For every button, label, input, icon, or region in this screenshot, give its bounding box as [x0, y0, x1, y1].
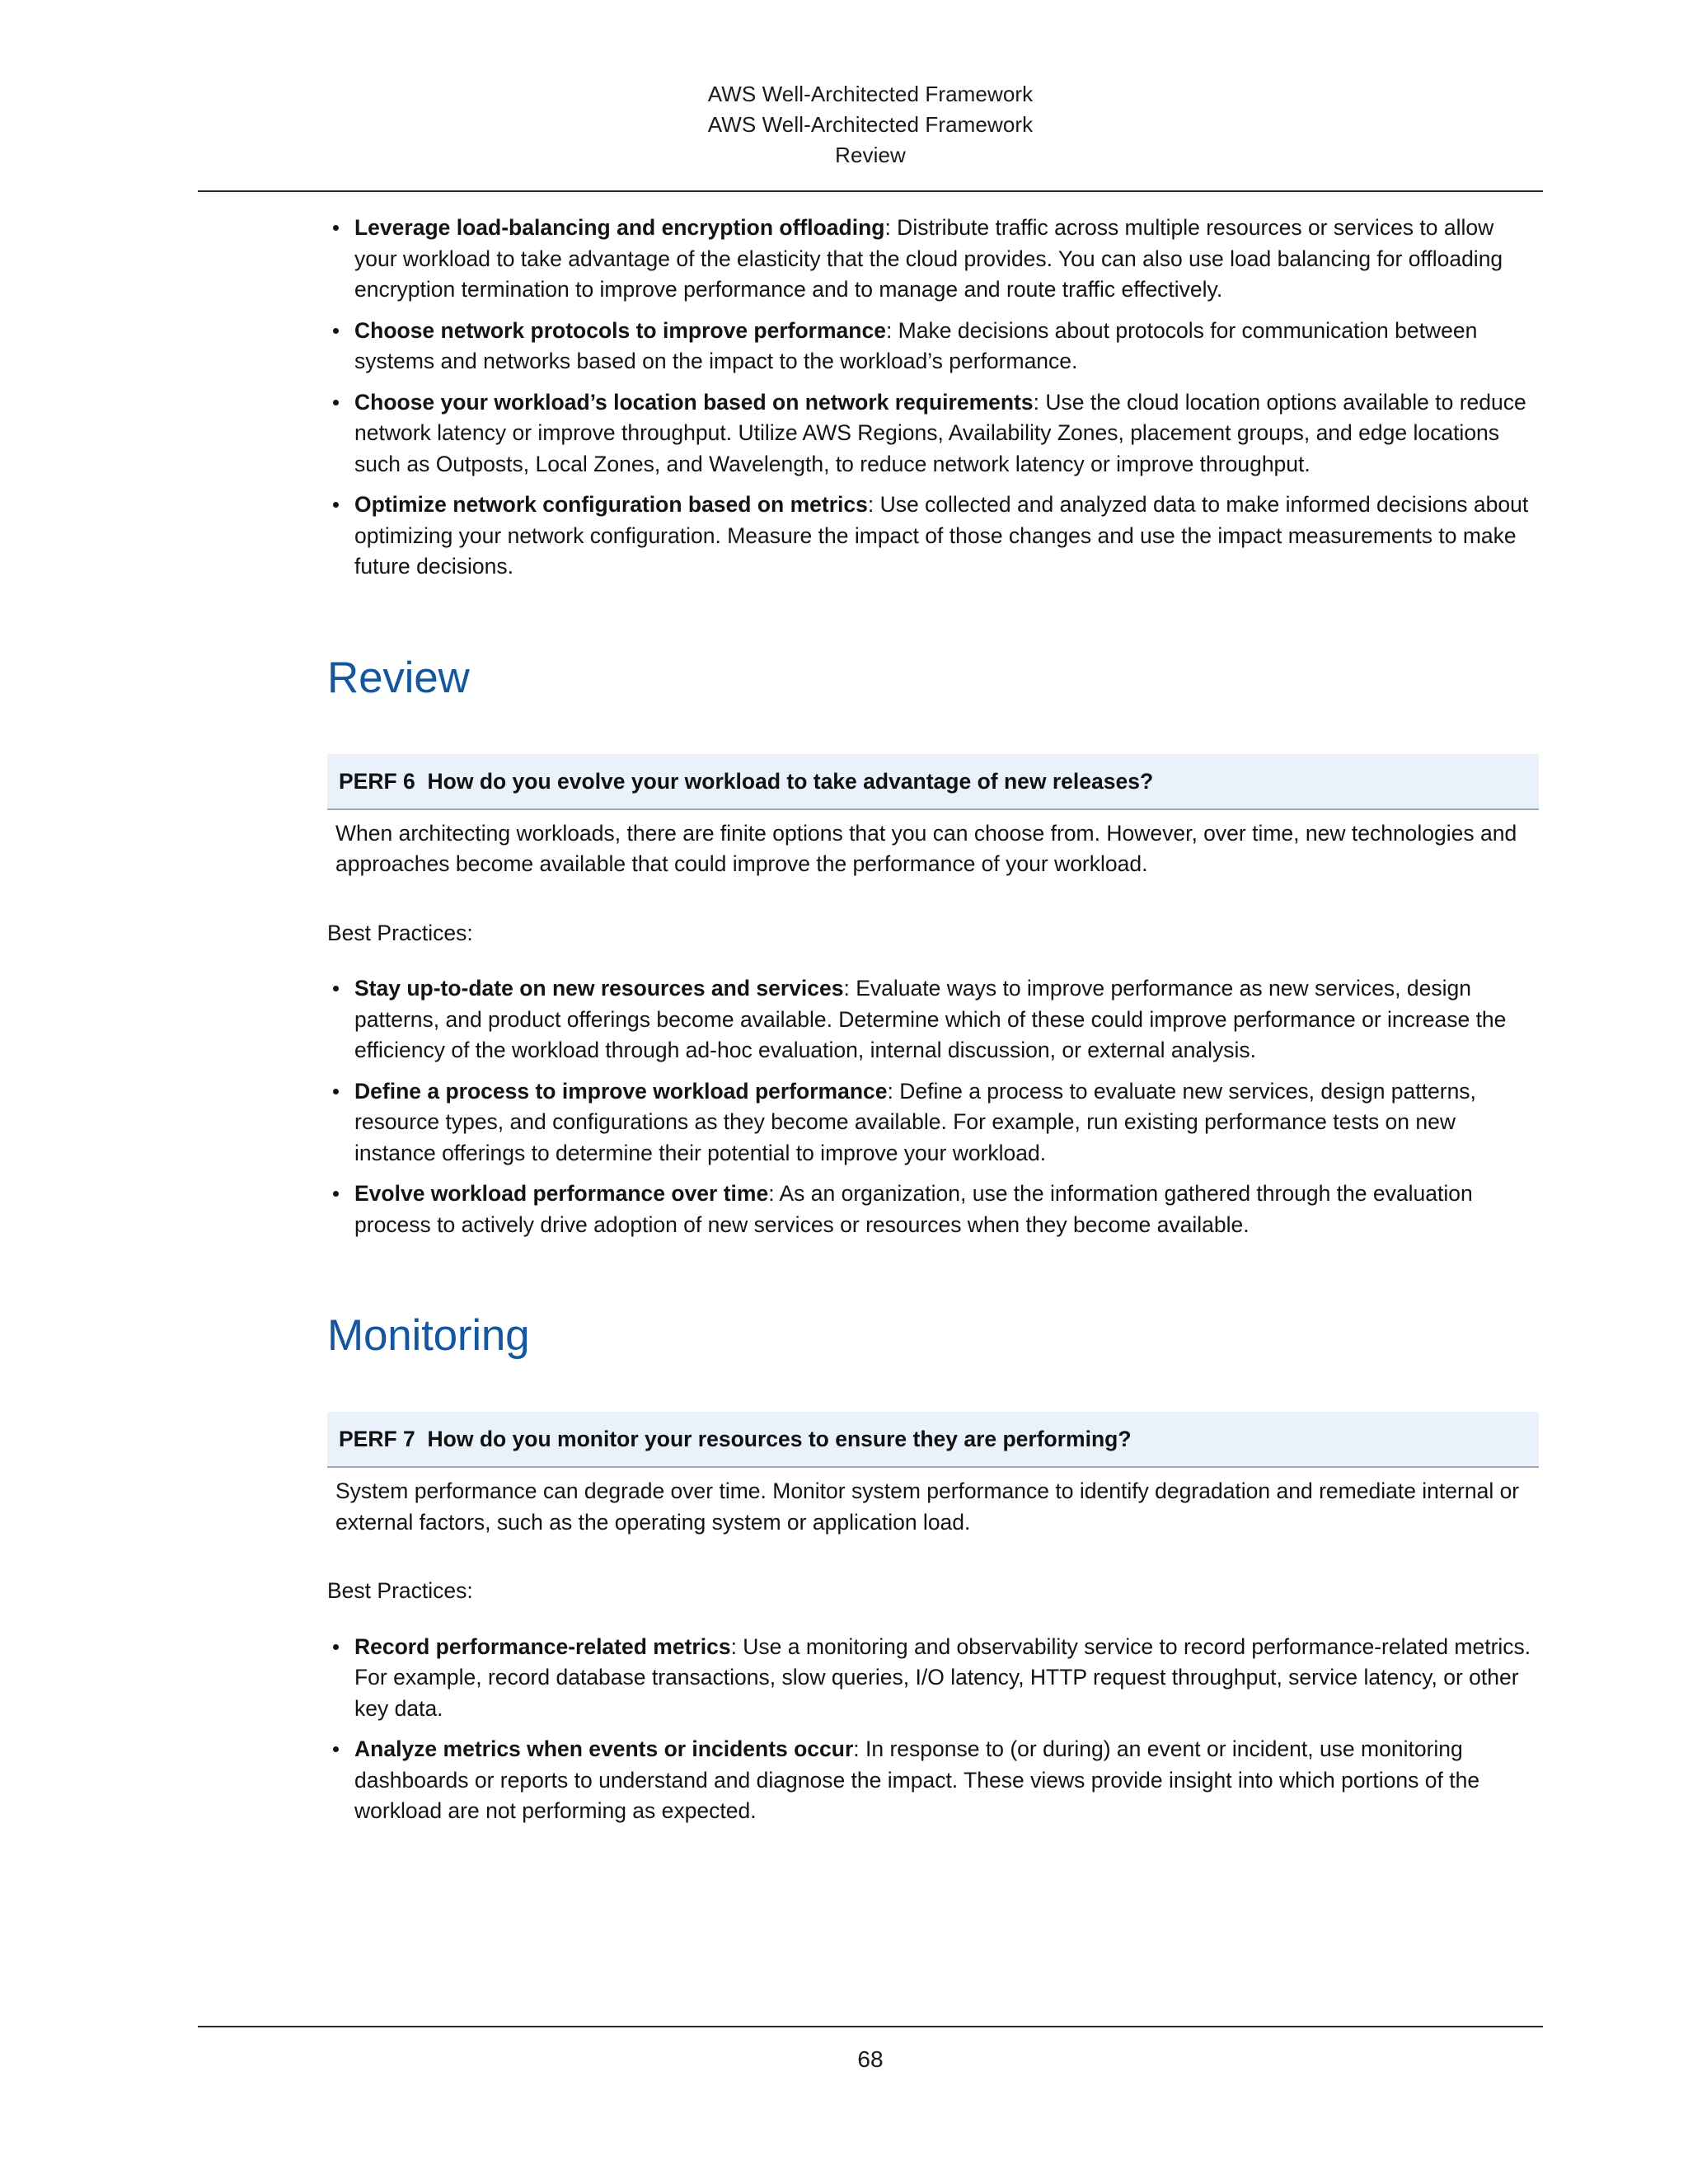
footer-divider [198, 2026, 1543, 2027]
bullet-term: Stay up-to-date on new resources and services [354, 976, 844, 1001]
bullet-text: : In response to (or during) an event or incident, use monitoring dashboards or reports to understand and diagnose the impact. These views provide insight into which portions of the workload are not performing as expected. [354, 1736, 1480, 1823]
bullet-text: : Distribute traffic across multiple resources or services to allow your workload to take advantage of the elasticity that the cloud provides. You can also use load balancing for offloading encryption termination to improve performance and to manage and route traffic effectively. [354, 215, 1503, 302]
bullet-dot-icon [333, 502, 339, 508]
bullet-term: Choose network protocols to improve performance [354, 317, 886, 343]
bullet-dot-icon [333, 986, 339, 991]
bullet-text: : Use collected and analyzed data to make informed decisions about optimizing your network configuration. Measure the impact of those changes and use the impact measurements to make future decisions. [354, 492, 1529, 579]
spacer [327, 1361, 1539, 1412]
best-practices-list-perf6 [327, 973, 1539, 1240]
bullet-text: : Define a process to evaluate new services, design patterns, resource types, and configurations as they become available. For example, run existing performance tests on new instance offerings to determine their potential to improve your workload. [354, 1078, 1476, 1165]
list-item [327, 213, 1539, 306]
running-header-line-2: AWS Well-Architected Framework [707, 112, 1034, 137]
running-header [198, 79, 1543, 171]
spacer [327, 583, 1539, 654]
list-item [327, 387, 1539, 480]
list-item [327, 1179, 1539, 1240]
perf-id-label: PERF 7 [339, 1427, 415, 1451]
bullet-text: : Make decisions about protocols for communication between systems and networks based on the impact to the workload’s performance. [354, 317, 1478, 373]
top-bullet-list [327, 213, 1539, 583]
bullet-dot-icon [333, 1746, 339, 1752]
perf-question-box-perf7 [327, 1412, 1539, 1468]
spacer [327, 1538, 1539, 1576]
list-item [327, 973, 1539, 1066]
perf-question-line [339, 767, 1527, 795]
section-heading-monitoring: Monitoring [327, 1311, 530, 1360]
bullet-dot-icon [333, 1644, 339, 1650]
section-heading-review: Review [327, 653, 470, 702]
bullet-text: : Evaluate ways to improve performance as new services, design patterns, and product offerings become available. Determine which of these could improve performance or increase the efficiency of the workload through ad-hoc evaluation, internal discussion, or external analysis. [354, 976, 1507, 1062]
bullet-dot-icon [333, 1089, 339, 1094]
bullet-term: Define a process to improve workload performance [354, 1078, 888, 1104]
list-item [327, 490, 1539, 583]
bullet-term: Optimize network configuration based on metrics [354, 492, 868, 517]
list-item [327, 1632, 1539, 1725]
running-header-line-3: Review [835, 143, 906, 167]
perf-question-line [339, 1425, 1527, 1453]
best-practices-label-perf7: Best Practices: [327, 1578, 473, 1603]
page-content [327, 213, 1539, 1827]
spacer [327, 880, 1539, 918]
bullet-dot-icon [333, 1191, 339, 1197]
perf-question-text: How do you evolve your workload to take advantage of new releases? [427, 768, 1154, 794]
best-practices-list-perf7 [327, 1632, 1539, 1827]
spacer [327, 1607, 1539, 1632]
perf-description-perf7: System performance can degrade over time. Monitor system performance to identify degradation and remediate internal or external factors, such as the operating system or application load. [335, 1479, 1520, 1535]
perf-description-perf6: When architecting workloads, there are finite options that you can choose from. However, over time, new technologies and approaches become available that could improve the performance of your workload. [335, 820, 1517, 876]
bullet-dot-icon [333, 328, 339, 334]
perf-question-box-perf6 [327, 754, 1539, 810]
bullet-dot-icon [333, 400, 339, 405]
bullet-term: Analyze metrics when events or incidents occur [354, 1736, 854, 1761]
bullet-term: Evolve workload performance over time [354, 1181, 769, 1206]
list-item [327, 1076, 1539, 1169]
bullet-term: Record performance-related metrics [354, 1633, 731, 1659]
spacer [327, 949, 1539, 973]
page-number: 68 [857, 2046, 884, 2072]
perf-id-label: PERF 6 [339, 768, 415, 794]
bullet-text: : As an organization, use the information gathered through the evaluation process to actively drive adoption of new services or resources when they become available. [354, 1181, 1473, 1237]
list-item [327, 1734, 1539, 1827]
running-header-line-1: AWS Well-Architected Framework [707, 82, 1034, 106]
spacer [327, 703, 1539, 754]
bullet-dot-icon [333, 225, 339, 231]
list-item [327, 316, 1539, 377]
bullet-text: : Use a monitoring and observability service to record performance-related metrics. For example, record database transactions, slow queries, I/O latency, HTTP request throughput, service latency, or other key data. [354, 1633, 1531, 1721]
header-divider [198, 190, 1543, 192]
bullet-term: Leverage load-balancing and encryption offloading [354, 215, 885, 240]
bullet-term: Choose your workload’s location based on network requirements [354, 389, 1034, 415]
spacer [327, 1240, 1539, 1311]
perf-question-text: How do you monitor your resources to ensure they are performing? [427, 1427, 1132, 1451]
bullet-text: : Use the cloud location options available to reduce network latency or improve throughput. Utilize AWS Regions, Availability Zones, placement groups, and edge locations such as Outposts, Local Zones, and Wavelength, to reduce network latency or improve throughput. [354, 389, 1526, 476]
best-practices-label-perf6: Best Practices: [327, 920, 473, 945]
